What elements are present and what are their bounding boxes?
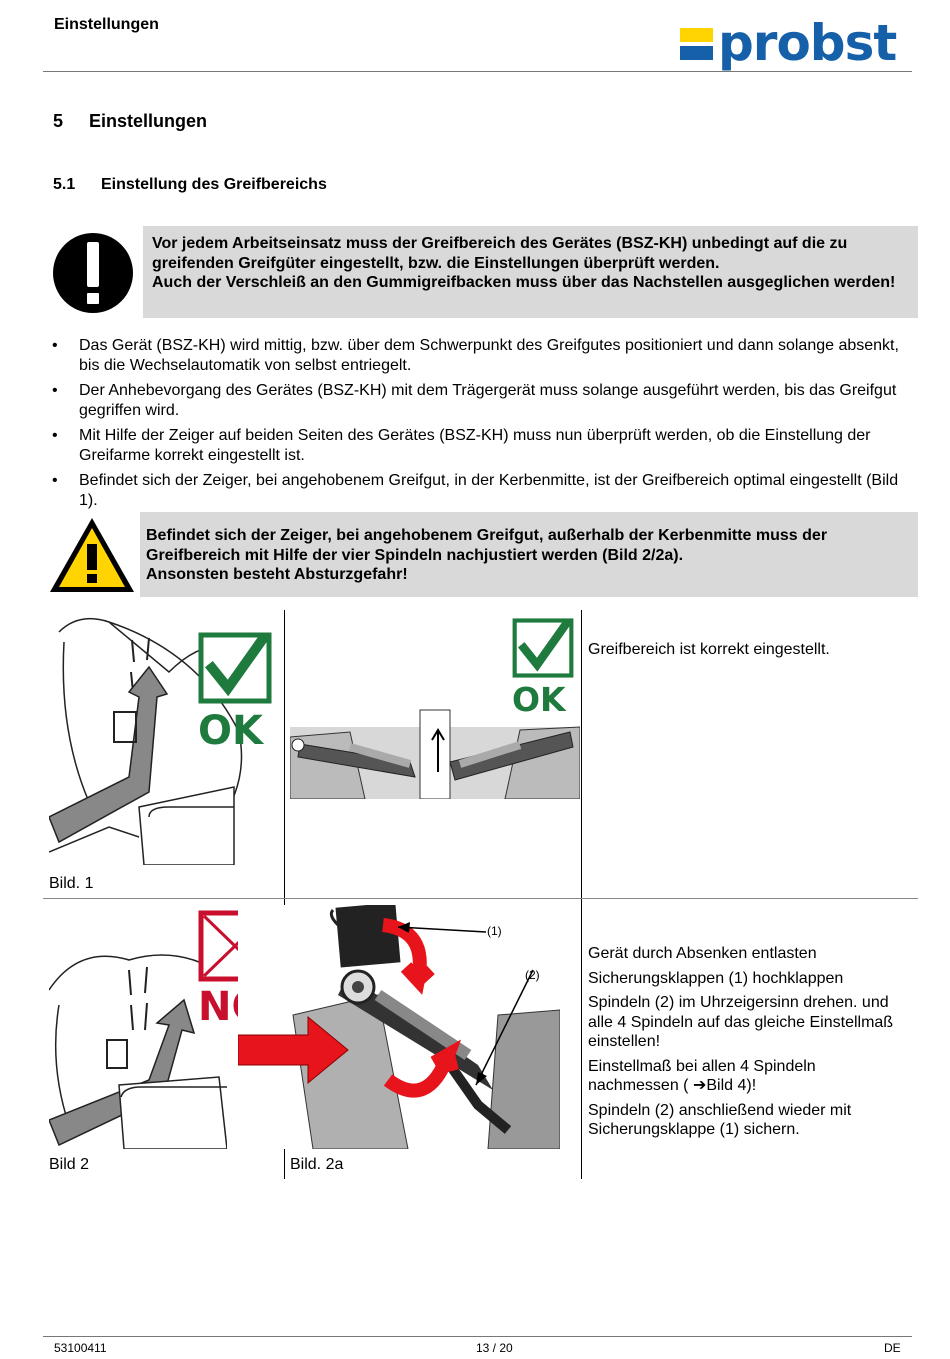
- subsection-title: Einstellung des Greifbereichs: [101, 176, 327, 193]
- exclamation-icon: [52, 232, 134, 314]
- list-item: • Befindet sich der Zeiger, bei angehobenem Greifgut, in der Kerbenmitte, ist der Greifbereich optimal eingestellt (Bild 1).: [52, 471, 912, 510]
- probst-logo: [680, 14, 905, 72]
- list-item: • Der Anhebevorgang des Gerätes (BSZ-KH) mit dem Trägergerät muss solange ausgeführt werden, bis das Greifgut gegriffen wird.: [52, 381, 912, 420]
- table-divider: [581, 899, 582, 1179]
- notice2-line2: Ansonsten besteht Absturzgefahr!: [146, 566, 408, 583]
- row1-description: Greifbereich ist korrekt eingestellt.: [588, 641, 830, 658]
- ok-label: OK: [198, 708, 263, 746]
- list-item: • Das Gerät (BSZ-KH) wird mittig, bzw. über dem Schwerpunkt des Greifgutes positioniert und dann solange absenkt, bis die Wechselautomatik von selbst entriegelt.: [52, 336, 912, 375]
- section-heading: [53, 111, 207, 132]
- footer-page-number: 13 / 20: [476, 1341, 513, 1355]
- no-label: NO: [198, 984, 266, 1028]
- page-header-title: Einstellungen: [54, 16, 159, 33]
- checkmark-icon: [512, 618, 574, 678]
- checkmark-icon: [198, 632, 272, 704]
- callout-1-label: (1): [487, 924, 502, 938]
- notice-box-warning: [140, 512, 918, 597]
- row2-steps: [588, 944, 908, 1145]
- bild1-caption: Bild. 1: [49, 875, 94, 892]
- table-row-divider: [43, 898, 918, 899]
- subsection-heading: [53, 176, 327, 194]
- footer-doc-number: 53100411: [54, 1341, 107, 1355]
- warning-triangle-icon: [48, 516, 136, 594]
- table-divider: [581, 610, 582, 898]
- step-item: Gerät durch Absenken entlasten: [588, 945, 817, 962]
- notice-box-important: [143, 226, 918, 318]
- notice1-line2: Auch der Verschleiß an den Gummigreifbacken muss über das Nachstellen ausgeglichen werden!: [152, 274, 896, 291]
- bild2a-spindle-image: [238, 905, 560, 1149]
- callout-2-label: (2): [525, 968, 540, 982]
- step-item: Spindeln (2) anschließend wieder mit Sicherungsklappe (1) sichern.: [588, 1101, 852, 1138]
- notice2-line1: Befindet sich der Zeiger, bei angehobenem Greifgut, außerhalb der Kerbenmitte muss der Greifbereich mit Hilfe der vier Spindeln nachjustiert werden (Bild 2/2a).: [146, 527, 828, 564]
- ok-badge-1: [198, 632, 272, 746]
- bild2a-caption: Bild. 2a: [290, 1156, 344, 1173]
- instruction-list: [52, 336, 912, 516]
- footer-language: DE: [884, 1341, 901, 1355]
- list-item: • Mit Hilfe der Zeiger auf beiden Seiten des Gerätes (BSZ-KH) muss nun überprüft werden, ob die Einstellung der Greifarme korrekt eingestellt ist.: [52, 426, 912, 465]
- logo-yellow-bar: [680, 28, 713, 42]
- step-item: Spindeln (2) im Uhrzeigersinn drehen. und alle 4 Spindeln auf das gleiche Einstellmaß einstellen!: [588, 994, 894, 1050]
- bild2-caption: Bild 2: [49, 1156, 90, 1173]
- logo-blue-bar: [680, 46, 713, 60]
- step-item: Sicherungsklappen (1) hochklappen: [588, 969, 844, 987]
- footer-divider: [43, 1336, 912, 1337]
- ok-badge-2: [512, 618, 574, 714]
- table-divider: [284, 610, 285, 898]
- notice1-line1: Vor jedem Arbeitseinsatz muss der Greifbereich des Gerätes (BSZ-KH) unbedingt auf die zu greifenden Greifgüter eingestellt, bzw. die Einstellungen überprüft werden.: [152, 235, 848, 272]
- step-item: Einstellmaß bei allen 4 Spindeln nachmessen ( ➔Bild 4)!: [588, 1057, 816, 1094]
- subsection-number: 5.1: [53, 176, 76, 193]
- header-divider: [43, 71, 912, 72]
- ok-label: OK: [512, 680, 566, 714]
- logo-wordmark: probst: [718, 14, 897, 72]
- section-number: 5: [53, 111, 64, 131]
- section-title: Einstellungen: [89, 111, 208, 131]
